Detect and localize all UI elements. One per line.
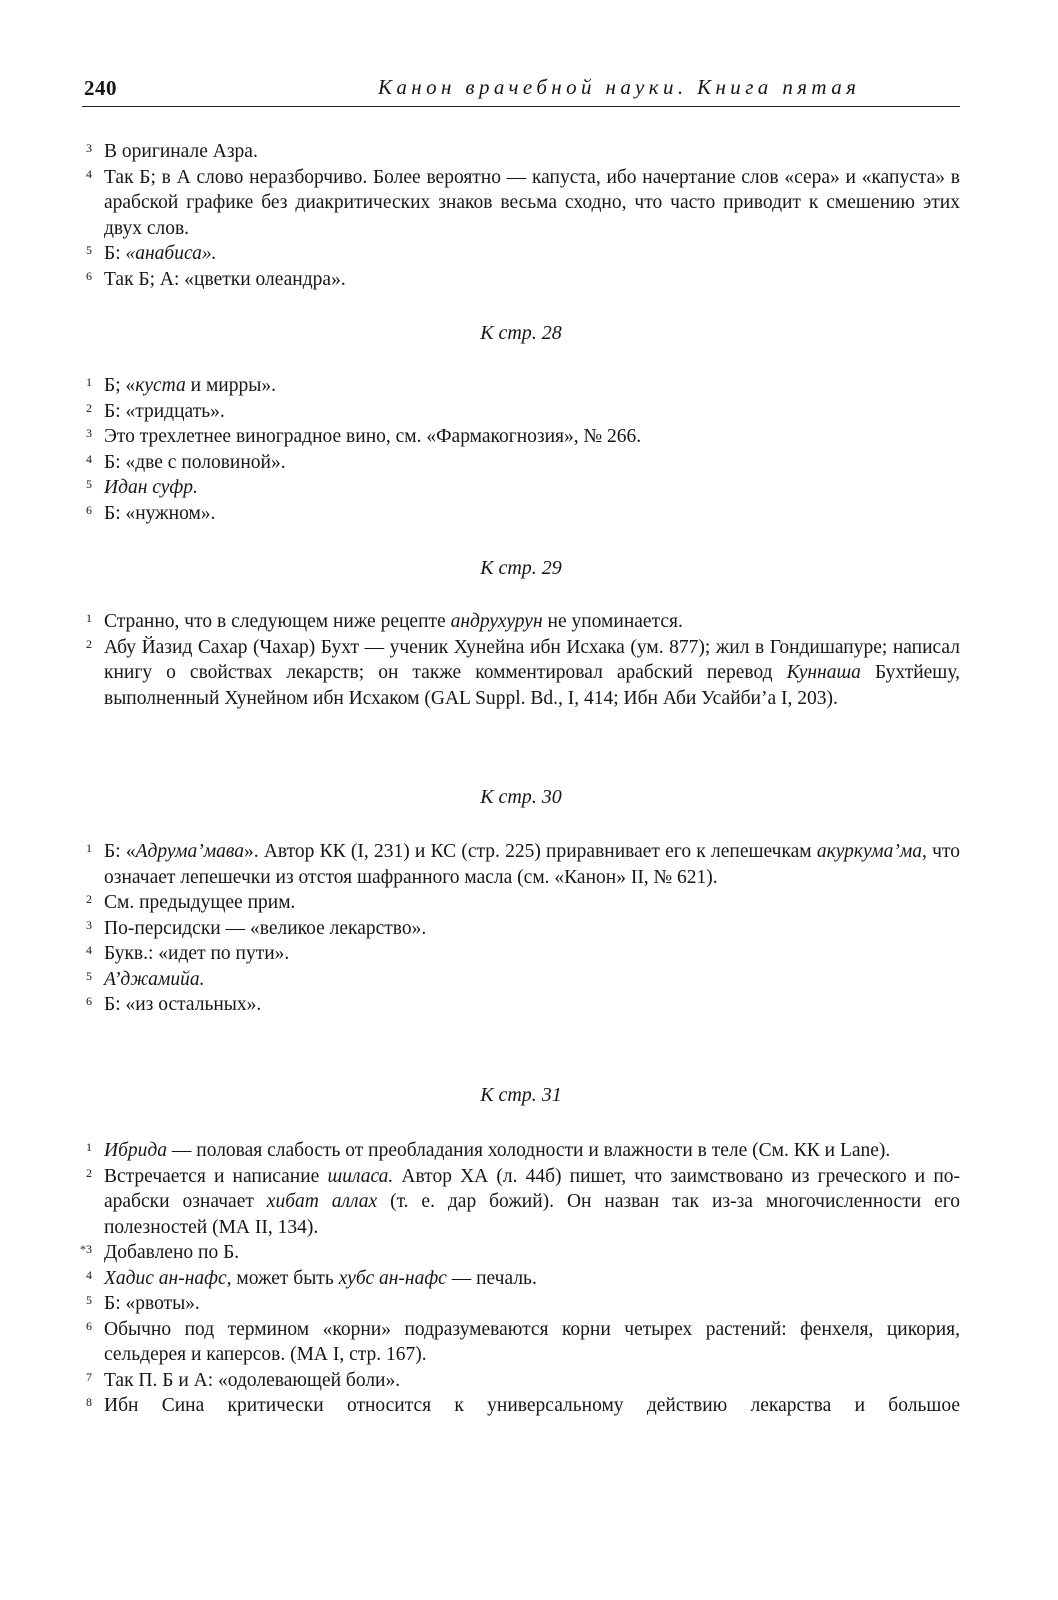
footnote-number: 1 [86,375,92,389]
footnote-number: 1 [86,1140,92,1154]
footnote [82,450,960,476]
footnote-italic-term: Хадис ан-нафс, [104,1267,232,1289]
footnote-text: Букв.: «идет по пути». [104,943,290,964]
footnote-number: 2 [86,636,92,651]
footnote-italic-term: акуркума’ма, [816,841,927,862]
footnote-text: Б: «из остальных». [104,994,262,1015]
footnote-text: Так Б; А: «цветки олеандра». [104,268,346,290]
footnote-number: 2 [86,1165,92,1180]
footnote [82,241,960,267]
page-number: 240 [84,76,117,100]
footnote-text-suffix: не упоминается. [542,611,683,632]
footnote-text: Так П. Б и А: «одолевающей боли». [104,1369,401,1391]
footnote-text-suffix: (т. е. дар божий). Он назван так из-за многочисленности его полезностей (МА II, 134). [104,1191,960,1238]
footnote-text: Б: «две с половиной». [104,451,286,473]
footnote-italic-term: Идан суфр. [104,477,198,498]
footnote-number: 3 [86,917,92,932]
footnote [82,1393,960,1419]
footnote-number: 1 [86,841,92,855]
footnote [82,1368,960,1394]
footnote-number: 6 [86,994,92,1008]
footnote-italic-term: «анабиса». [125,243,217,264]
footnote-text: Б: «рвоты». [104,1293,200,1314]
footnote [82,475,960,501]
footnote-text: Б: «тридцать». [104,400,225,422]
footnote-text-prefix: Встречается и написание [104,1165,328,1187]
footnote-number: *3 [80,1242,92,1256]
footnote-text: Так Б; в А слово неразборчиво. Более вероятно — капуста, ибо начертание слов «сера» и «капуста» в арабской графике без диакритических знаков весьма сходно, что часто приводит к смешению этих двух слов. [104,166,960,239]
footnote [82,941,960,967]
footnote-text-prefix: Б: « [104,841,136,862]
footnote-text-suffix: — печаль. [446,1267,537,1289]
footnote-italic-term: Ибрида [104,1140,168,1161]
footnote-text: В оригинале Азра. [104,141,258,162]
header-rule [82,106,960,107]
footnote-number: 4 [86,166,92,181]
footnote-number: 5 [86,968,92,983]
footnote-number: 6 [86,1318,92,1333]
section-heading: К стр. 29 [480,557,562,579]
footnote-italic-term: хубс ан-нафс [338,1267,447,1289]
footnote [82,890,960,916]
footnote [82,373,960,399]
section-heading: К стр. 31 [480,1084,562,1106]
footnote [82,501,960,527]
notes-section [82,373,960,526]
footnote-number: 7 [86,1369,92,1384]
footnote-text-suffix: что означает лепешечки из отстоя шафранного масла (см. «Канон» II, № 621). [104,841,960,888]
footnote [82,609,960,635]
footnote-text-prefix: Б: [104,243,126,264]
notes-section [82,1138,960,1419]
footnote-number: 2 [86,400,92,415]
footnote [82,424,960,450]
running-title: Канон врачебной науки. Книга пятая [378,75,861,99]
footnote-italic-term: андрухурун [450,611,543,632]
footnote-number: 3 [86,141,92,155]
footnote-text: Обычно под термином «корни» подразумеваются корни четырех растений: фенхеля, цикория, сельдерея и каперсов. (МА I, стр. 167). [104,1318,960,1365]
footnote-number: 5 [86,477,92,491]
footnote-number: 4 [86,1267,92,1282]
footnote-number: 6 [86,502,92,517]
footnote-number: 5 [86,243,92,257]
footnote-text: Ибн Сина критически относится к универсальному действию лекарства и большое [104,1395,960,1416]
footnote-number: 4 [86,943,92,957]
footnote-text-prefix: Абу Йазид Сахар (Чахар) Бухт — ученик Хунейна ибн Исхака (ум. 877); жил в Гондишапуре; написал книгу о свойствах лекарств; он также комментировал арабский перевод [104,636,960,683]
section-heading: К стр. 30 [480,786,562,808]
footnote-italic-term: хибат аллах [266,1191,378,1212]
footnote [82,1138,960,1164]
footnote-text: Добавлено по Б. [104,1242,240,1263]
footnote-text-middle: может быть [231,1267,339,1289]
notes-section [82,609,960,711]
footnote-number: 6 [86,268,92,283]
footnote [82,967,960,993]
footnote [82,1164,960,1241]
section-heading: К стр. 28 [480,322,562,344]
footnote-text-middle: ». Автор КК (I, 231) и КС (стр. 225) приравнивает его к лепешечкам [244,841,817,862]
footnote [82,916,960,942]
footnote-number: 3 [86,426,92,440]
footnote-text: Б: «нужном». [104,502,216,524]
footnote-text-middle: Автор ХА (л. 44б) пишет, что заимствовано из греческого и по-арабски означает [104,1165,960,1212]
footnote-number: 1 [86,611,92,625]
footnote-text: Это трехлетнее виноградное вино, см. «Фармакогнозия», № 266. [104,426,642,447]
notes-continued [82,139,960,292]
footnote-italic-term: куста [135,375,186,396]
footnote [82,992,960,1018]
footnote-italic-term: Куннаша [786,662,861,683]
footnote-italic-term: Адрума’мава [135,841,244,862]
footnote-text-prefix: Б; « [104,375,136,396]
footnote [82,1266,960,1292]
notes-section [82,839,960,1018]
footnote-number: 8 [86,1395,92,1409]
page-header [82,72,960,106]
footnote [82,399,960,425]
footnote [82,267,960,293]
footnote-text: По-персидски — «великое лекарство». [104,917,427,939]
footnote [82,165,960,242]
footnote [82,635,960,712]
footnote [82,1317,960,1368]
footnote-text-prefix: Странно, что в следующем ниже рецепте [104,611,451,632]
footnote-number: 4 [86,451,92,466]
footnote [82,139,960,165]
footnote [82,1291,960,1317]
footnote [82,1240,960,1266]
footnote [82,839,960,890]
footnote-text-suffix: Бухтйешу, выполненный Хунейном ибн Исхаком (GAL Suppl. Bd., I, 414; Ибн Аби Усайби’а I, 203). [104,662,961,709]
footnote-number: 2 [86,892,92,906]
footnote-italic-term: шиласа. [327,1165,394,1187]
footnote-italic-term: А’джамийа. [104,968,205,990]
footnote-text-suffix: — половая слабость от преобладания холодности и влажности в теле (См. КК и Lane). [167,1140,891,1161]
footnote-text-suffix: и мирры». [185,375,276,396]
footnote-number: 5 [86,1293,92,1307]
footnote-text: См. предыдущее прим. [104,892,296,913]
